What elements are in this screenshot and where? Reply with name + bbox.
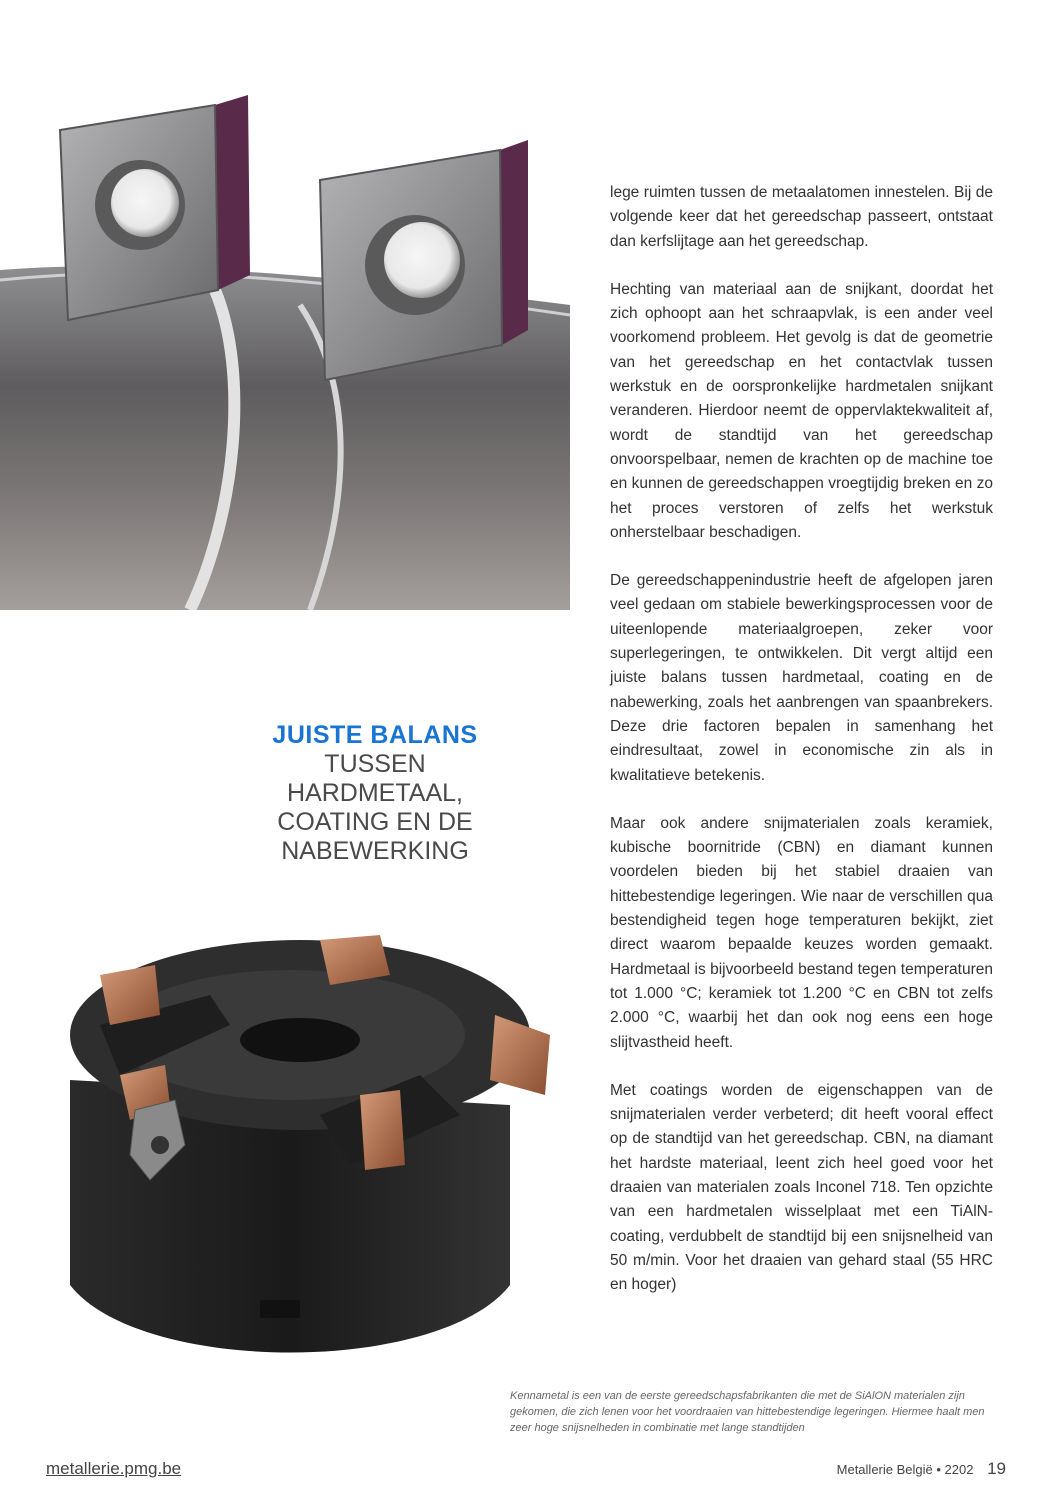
- paragraph: De gereedschappenindustrie heeft de afgelopen jaren veel gedaan om stabiele bewerkingsprocessen voor de uiteenlopende materiaalgroepen, zeker voor superlegeringen, te ontwikkelen. Dit vergt altijd een juiste balans tussen hardmetaal, coating en de nabewerking, zoals het aanbrengen van spaanbrekers. Deze drie factoren bepalen in samenhang het eindresultaat, zowel in economische zin als in kwalitatieve betekenis.: [610, 572, 993, 784]
- insert-right-graphic: [320, 140, 528, 380]
- paragraph: lege ruimten tussen de metaalatomen innestelen. Bij de volgende keer dat het gereedschap passeert, ontstaat dan kerfslijtage aan het gereedschap.: [610, 184, 993, 250]
- paragraph: Maar ook andere snijmaterialen zoals keramiek, kubische boornitride (CBN) en diamant kunnen voordelen bieden bij het stabiel draaien van hittebestendige legeringen. Wie naar de verschillen qua bestendigheid tegen hoge temperaturen bekijkt, ziet direct waarom bepaalde keuzes worden gemaakt. Hardmetaal is bijvoorbeeld bestand tegen temperaturen tot 1.000 °C; keramiek tot 1.200 °C en CBN tot zelfs 2.000 °C, waarbij het dan ook nog eens een hoge slijtvastheid heeft.: [610, 814, 993, 1051]
- image-caption: Kennametal is een van de eerste gereedschapsfabrikanten die met de SiAlON materialen zijn gekomen, die zich lenen voor het voordraaien van hittebestendige legeringen. Hiermee haalt men zeer hoge snijsnelheden in combinatie met lange standtijden: [510, 1390, 985, 1434]
- magazine-name: Metallerie België • 2202: [836, 1462, 974, 1477]
- page-number: 19: [987, 1459, 1006, 1478]
- copper-insert-1: [100, 965, 160, 1025]
- article-body: [610, 181, 993, 1321]
- pull-quote-title: JUISTE BALANS: [272, 721, 478, 749]
- page-footer: [837, 1459, 1006, 1479]
- pull-quote-subtitle: TUSSEN HARDMETAAL, COATING EN DE NABEWERKING: [277, 750, 473, 865]
- website-link[interactable]: metallerie.pmg.be: [46, 1459, 182, 1478]
- milling-cutter-photo: [60, 905, 570, 1380]
- inserts-photo: [0, 95, 570, 610]
- pull-quote: [240, 720, 510, 866]
- insert-left-graphic: [60, 95, 250, 320]
- paragraph: Met coatings worden de eigenschappen van de snijmaterialen verder verbeterd; dit heeft vooral effect op de standtijd van het gereedschap. CBN, na diamant het hardste materiaal, leent zich heel goed voor het draaien van materialen zoals Inconel 718. Ten opzichte van een hardmetalen wisselplaat met een TiAlN-coating, verdubbelt de standtijd bij een snijsnelheid van 50 m/min. Voor het draaien van gehard staal (55 HRC en hoger): [610, 1081, 993, 1294]
- paragraph: Hechting van materiaal aan de snijkant, doordat het zich ophoopt aan het schraapvlak, is een ander veel voorkomend probleem. Het gevolg is dat de geometrie van het gereedschap en het contactvlak tussen werkstuk en de oorspronkelijke hardmetalen snijkant veranderen. Hierdoor neemt de oppervlaktekwaliteit af, wordt de standtijd van het gereedschap onvoorspelbaar, nemen de krachten op de machine toe en kunnen de gereedschappen vroegtijdig breken en zo het proces verstoren of zelfs het werkstuk onherstelbaar beschadigen.: [610, 280, 993, 541]
- copper-insert-4: [360, 1090, 405, 1170]
